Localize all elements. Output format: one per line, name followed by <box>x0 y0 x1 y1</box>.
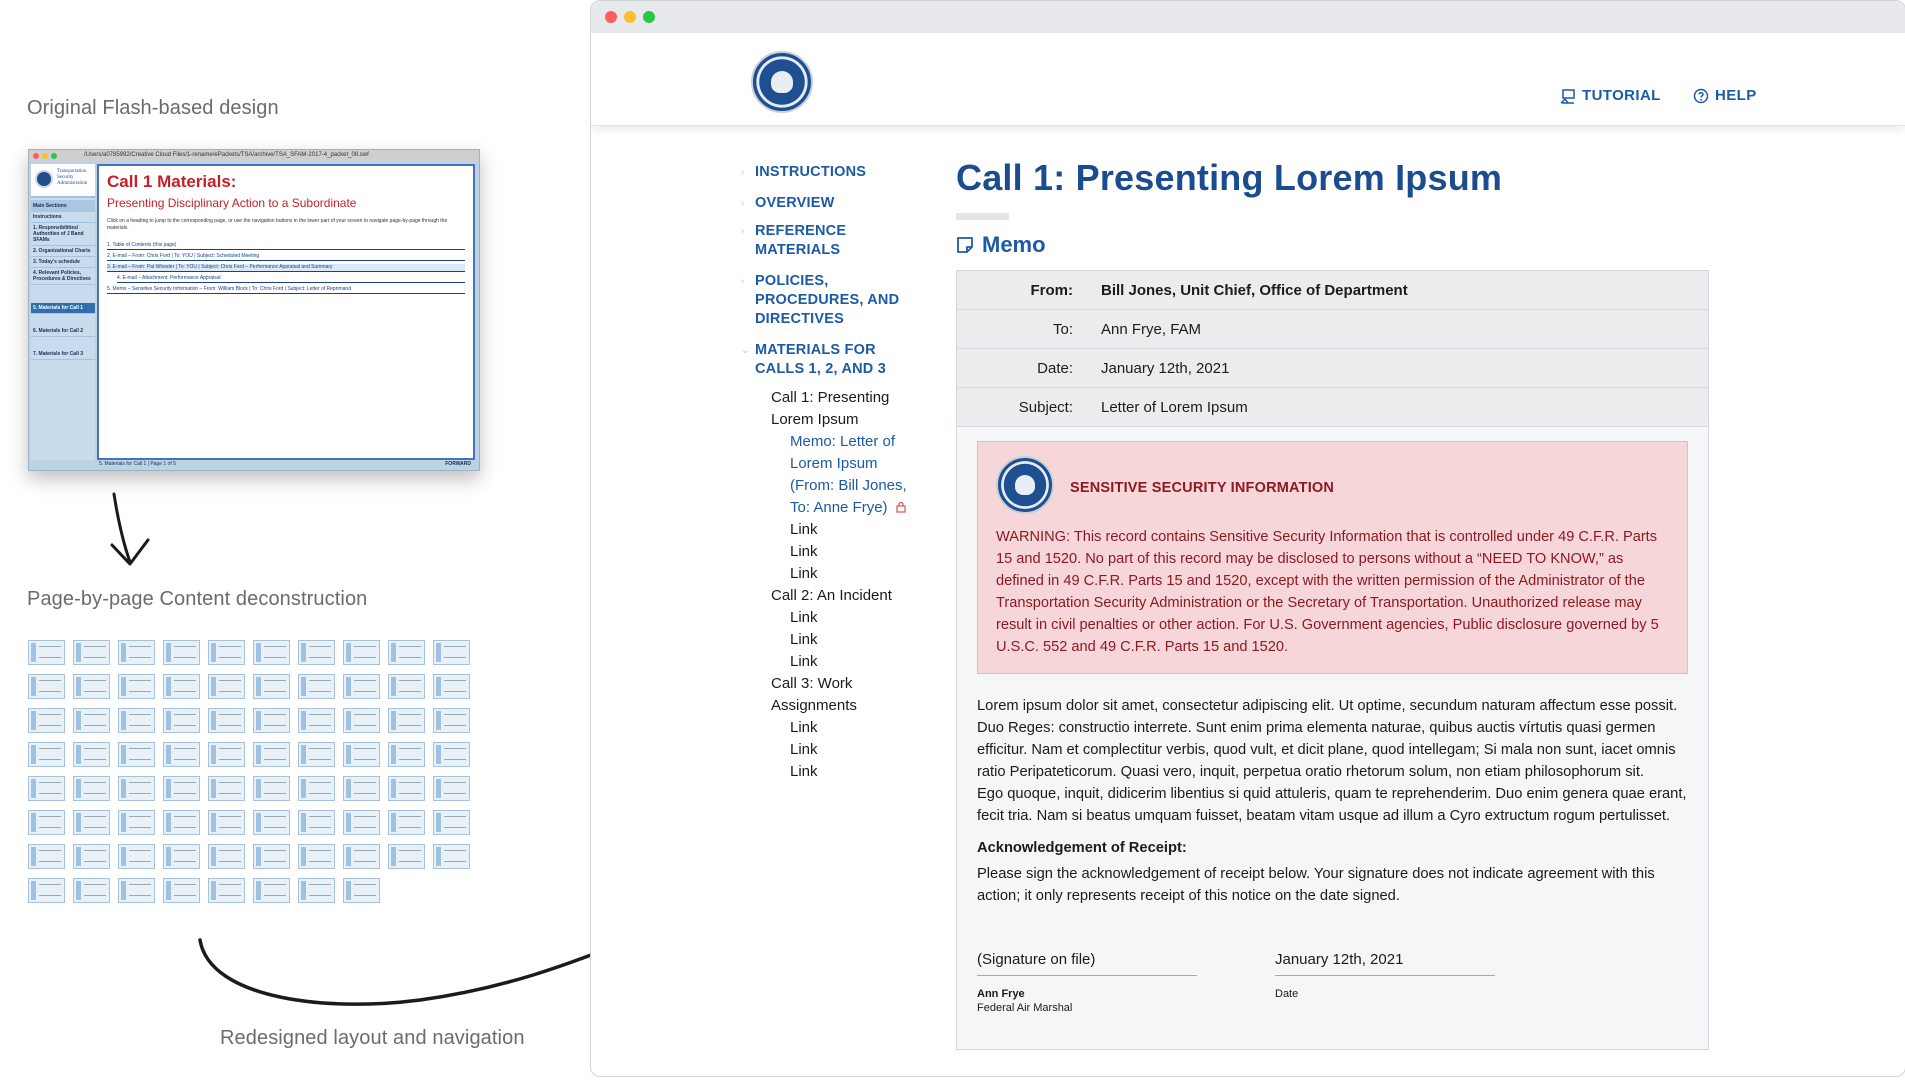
chevron-down-icon: ⌄ <box>741 345 750 356</box>
old-nav-item-active[interactable]: 5. Materials for Call 1 <box>31 303 95 314</box>
nav-link[interactable]: Link <box>790 631 818 648</box>
page-thumbnail <box>433 640 470 665</box>
page-thumbnail <box>208 708 245 733</box>
meta-row-to <box>957 310 1708 349</box>
old-titlebar <box>29 150 479 162</box>
page-thumbnail <box>28 708 65 733</box>
page-thumbnail <box>343 776 380 801</box>
page-thumbnail <box>253 810 290 835</box>
ack-heading: Acknowledgement of Receipt: <box>977 840 1187 856</box>
page-thumbnail <box>208 742 245 767</box>
down-arrow-icon <box>114 494 130 562</box>
page-thumbnail <box>118 878 155 903</box>
signer-title: Federal Air Marshal <box>977 1002 1073 1014</box>
page-thumbnail <box>163 844 200 869</box>
page-thumbnail <box>253 640 290 665</box>
close-window-icon[interactable] <box>605 11 617 23</box>
date-line <box>1275 975 1495 976</box>
page-thumbnail <box>388 742 425 767</box>
page-thumbnail <box>298 878 335 903</box>
page-thumbnail <box>433 742 470 767</box>
page-thumbnail <box>118 742 155 767</box>
signer-name: Ann Frye <box>977 988 1025 1000</box>
page-thumbnail <box>388 844 425 869</box>
old-file-path: /Users/a0785992/Creative Cloud Files/1-rename/ePackets/TSA/archive/TSA_SFAM-2017-4_packet_08.swf <box>84 152 369 158</box>
browser-window <box>590 0 1905 1077</box>
page-thumbnail <box>73 674 110 699</box>
tutorial-link[interactable] <box>1560 87 1661 104</box>
old-link[interactable]: 5. Memo – Sensitive Security Information – From: William Block | To: Chris Ford | Subject: Letter of Reprimand <box>107 286 465 294</box>
ack-text: Please sign the acknowledgement of receipt below. Your signature does not indicate agreement with this action; it only represents receipt of this notice on the date signed. <box>977 866 1655 904</box>
help-label: HELP <box>1715 87 1757 104</box>
old-max-dot <box>51 153 57 159</box>
page-thumbnail <box>73 708 110 733</box>
nav-item-policies[interactable]: › POLICIES, PROCEDURES, AND DIRECTIVES <box>741 273 900 327</box>
nav-item-overview[interactable]: › OVERVIEW <box>741 195 835 211</box>
page-thumbnail <box>208 776 245 801</box>
old-main-panel <box>97 164 475 460</box>
page-thumbnail <box>28 844 65 869</box>
old-min-dot <box>42 153 48 159</box>
ssi-seal-icon <box>996 456 1054 514</box>
page-thumbnail <box>163 810 200 835</box>
page-thumbnail <box>433 776 470 801</box>
page-thumbnail <box>343 640 380 665</box>
meta-label: Date: <box>1037 360 1073 377</box>
old-nav-item[interactable]: 3. Today's schedule <box>31 257 95 268</box>
page-thumbnail <box>343 810 380 835</box>
chevron-right-icon: › <box>741 276 745 287</box>
meta-label: Subject: <box>1018 399 1073 416</box>
memo-paragraph-1: Lorem ipsum dolor sit amet, consectetur adipiscing elit. Ut optime, secundum naturam affectum esse possit. Duo Reges: constructio interrete. Sunt enim prima elementa naturae, quibus auctis vírtutis quasi germen efficitur. Nam et complectitur verbis, quod vult, et dicit plane, quod intellegam; Si mala non sunt, iacet omnis ratio Peripateticorum. Quasi vero, inquit, perpetua oratio rhetorum solum, non etiam philosophorum sit. <box>977 698 1678 780</box>
page-thumbnail <box>388 776 425 801</box>
old-seal-icon <box>35 170 53 188</box>
lock-icon <box>895 501 907 513</box>
old-footer-page: 5. Materials for Call 1 | Page 1 of 5 <box>99 461 176 467</box>
old-forward-button[interactable]: FORWARD <box>445 461 471 467</box>
page-thumbnail <box>73 810 110 835</box>
page-thumbnail <box>388 640 425 665</box>
tutorial-label: TUTORIAL <box>1582 87 1661 104</box>
nav-link[interactable]: Link <box>790 741 818 758</box>
old-link[interactable]: 4. E-mail – Attachment: Performance Appraisal <box>117 275 465 283</box>
page-thumbnail <box>298 708 335 733</box>
page-thumbnail <box>298 742 335 767</box>
meta-row-subject <box>957 388 1708 427</box>
page-thumbnail <box>298 674 335 699</box>
page-thumbnail <box>28 742 65 767</box>
memo-heading: Memo <box>956 232 1711 258</box>
meta-label: To: <box>1052 321 1073 338</box>
page-thumbnail <box>388 708 425 733</box>
meta-value: Letter of Lorem Ipsum <box>1101 399 1248 416</box>
title-divider <box>956 213 1009 220</box>
page-thumbnail <box>433 674 470 699</box>
page-thumbnail <box>118 776 155 801</box>
dhs-seal-logo[interactable] <box>751 51 813 113</box>
page-thumbnail <box>118 708 155 733</box>
old-link[interactable]: 1. Table of Contents (this page) <box>107 242 465 250</box>
page-thumbnail <box>343 878 380 903</box>
chevron-right-icon: › <box>741 167 745 178</box>
old-logo <box>31 164 95 198</box>
old-footer <box>97 460 475 470</box>
page-thumbnail <box>28 810 65 835</box>
old-subtitle: Presenting Disciplinary Action to a Subordinate <box>107 196 357 210</box>
page-thumbnail <box>433 708 470 733</box>
nav-link[interactable]: Link <box>790 653 818 670</box>
old-sidebar <box>31 164 95 460</box>
page-thumbnail <box>253 742 290 767</box>
page-thumbnail <box>73 878 110 903</box>
nav-link[interactable]: Link <box>790 521 818 538</box>
page-thumbnail <box>208 878 245 903</box>
browser-chrome <box>591 1 1905 33</box>
chevron-right-icon: › <box>741 198 745 209</box>
page-thumbnail <box>73 640 110 665</box>
old-main-sections: Main Sections <box>31 200 95 212</box>
signature-date-value: January 12th, 2021 <box>1275 951 1404 968</box>
meta-value: Bill Jones, Unit Chief, Office of Department <box>1101 282 1408 299</box>
page-thumbnail <box>253 708 290 733</box>
old-title: Call 1 Materials: <box>107 172 237 191</box>
old-nav-item[interactable]: 2. Organizational Charts <box>31 246 95 257</box>
page-thumbnail <box>28 878 65 903</box>
nav-link[interactable]: Link <box>790 565 818 582</box>
page-thumbnail <box>163 640 200 665</box>
help-icon <box>1693 88 1709 104</box>
nav-link[interactable]: Link <box>790 763 818 780</box>
page-thumbnail <box>388 674 425 699</box>
date-label: Date <box>1275 988 1299 1000</box>
page-thumbnail <box>433 810 470 835</box>
old-nav-item[interactable]: 4. Relevant Policies, Procedures & Directives <box>31 268 95 285</box>
nav-memo-link[interactable]: Memo: Letter of Lorem Ipsum (From: Bill Jones, To: Anne Frye) <box>790 433 907 516</box>
page-thumbnail <box>28 674 65 699</box>
meta-label: From: <box>1030 282 1073 299</box>
old-nav-item[interactable]: Instructions <box>31 212 95 223</box>
chevron-right-icon: › <box>741 226 745 237</box>
page-thumbnail <box>208 640 245 665</box>
page-thumbnail <box>28 776 65 801</box>
help-link[interactable] <box>1693 87 1757 104</box>
old-agency-name: Transportation Security Administration <box>57 169 88 186</box>
memo-paragraph-2: Ego quoque, inquit, didicerim libentius si quid attuleris, quam te reprehenderim. Duo enim genera quae erant, fecit tria. Nam si beatus umquam fuisset, beatam vitam usque ad illum a Cyro extructum rogum pertulisset. <box>977 786 1687 824</box>
page-thumbnail <box>343 844 380 869</box>
page-thumbnail <box>118 844 155 869</box>
page-thumbnail <box>253 776 290 801</box>
old-flash-window <box>28 149 480 471</box>
caption-redesigned: Redesigned layout and navigation <box>220 1027 525 1049</box>
page-title: Call 1: Presenting Lorem Ipsum <box>956 157 1503 198</box>
page-thumbnail <box>298 844 335 869</box>
page-thumbnail <box>118 640 155 665</box>
page-thumbnail <box>73 844 110 869</box>
page-thumbnail <box>163 742 200 767</box>
page-thumbnail <box>28 640 65 665</box>
page-thumbnail <box>208 674 245 699</box>
meta-value: Ann Frye, FAM <box>1101 321 1202 338</box>
page-thumbnail <box>298 640 335 665</box>
old-nav-item[interactable]: 6. Materials for Call 2 <box>31 326 95 337</box>
site-header <box>591 33 1905 126</box>
caption-deconstruction: Page-by-page Content deconstruction <box>27 588 368 610</box>
old-link[interactable]: 3. E-mail – From: Pat Wheeler | To: YOU | Subject: Chris Ford – Performance Appraisal and Summary <box>107 264 465 272</box>
page-thumbnail <box>163 776 200 801</box>
caption-original: Original Flash-based design <box>27 97 279 119</box>
page-thumbnail <box>343 742 380 767</box>
meta-row-from <box>957 271 1708 310</box>
page-thumbnail <box>208 810 245 835</box>
page-thumbnail <box>298 776 335 801</box>
down-arrowhead-icon <box>112 540 148 564</box>
meta-value: January 12th, 2021 <box>1101 360 1230 377</box>
nav-link[interactable]: Link <box>790 543 818 560</box>
page-thumbnail <box>163 878 200 903</box>
side-navigation <box>741 163 921 783</box>
tutorial-icon <box>1560 88 1576 104</box>
page-thumbnail <box>343 708 380 733</box>
page-thumbnail <box>73 742 110 767</box>
page-thumbnail <box>163 708 200 733</box>
ssi-text: WARNING: This record contains Sensitive Security Information that is controlled under 49 C.F.R. Parts 15 and 1520. No part of this record may be disclosed to persons without a “NEED TO KNOW,” as defined in 49 C.F.R. Parts 15 and 1520, except with the written permission of the Administrator of the Transportation Security Administration or the Secretary of Transportation. Unauthorized release may result in civil penalties or other action. For U.S. Government agencies, Public disclosure governed by 5 U.S.C. 552 and 49 C.F.R. Parts 15 and 1520. <box>996 529 1659 655</box>
old-nav-item[interactable]: 1. Responsibilities/ Authorities of J Band SFAMs <box>31 223 95 246</box>
old-nav-item[interactable]: 7. Materials for Call 3 <box>31 349 95 360</box>
memo-card <box>956 270 1709 1050</box>
signature-line <box>977 975 1197 976</box>
page-thumbnail <box>253 844 290 869</box>
page-thumbnail <box>343 674 380 699</box>
signature-value: (Signature on file) <box>977 951 1096 968</box>
meta-row-date <box>957 349 1708 388</box>
page-thumbnail <box>253 878 290 903</box>
page-thumbnail <box>433 844 470 869</box>
main-content <box>956 156 1711 1050</box>
nav-link[interactable]: Link <box>790 719 818 736</box>
page-thumbnail <box>208 844 245 869</box>
memo-icon <box>956 236 974 254</box>
page-thumbnail <box>73 776 110 801</box>
old-intro: Click on a heading to jump to the corresponding page, or use the navigation buttons in the lower part of your screen to navigate page-by-page through the materials. <box>107 218 448 231</box>
page-thumbnail <box>118 674 155 699</box>
page-thumbnail <box>118 810 155 835</box>
nav-link[interactable]: Link <box>790 609 818 626</box>
old-link[interactable]: 2. E-mail – From: Chris Ford | To: YOU | Subject: Scheduled Meeting <box>107 253 465 261</box>
nav-item-materials[interactable]: ⌄ MATERIALS FOR CALLS 1, 2, AND 3 <box>741 342 886 377</box>
old-close-dot <box>33 153 39 159</box>
nav-sub-call3[interactable]: Call 3: Work Assignments <box>771 675 857 714</box>
maximize-window-icon[interactable] <box>643 11 655 23</box>
page-thumbnail <box>253 674 290 699</box>
nav-sub-call1[interactable]: Call 1: Presenting Lorem Ipsum <box>771 389 890 428</box>
ssi-title: SENSITIVE SECURITY INFORMATION <box>1070 480 1335 496</box>
page-thumbnail <box>388 810 425 835</box>
nav-item-reference-materials[interactable]: › REFERENCE MATERIALS <box>741 223 847 258</box>
nav-sub-call2[interactable]: Call 2: An Incident <box>771 587 892 604</box>
ssi-warning-box <box>977 441 1688 674</box>
page-thumbnail <box>298 810 335 835</box>
minimize-window-icon[interactable] <box>624 11 636 23</box>
page-thumbnail <box>163 674 200 699</box>
nav-item-instructions[interactable]: › INSTRUCTIONS <box>741 164 867 180</box>
